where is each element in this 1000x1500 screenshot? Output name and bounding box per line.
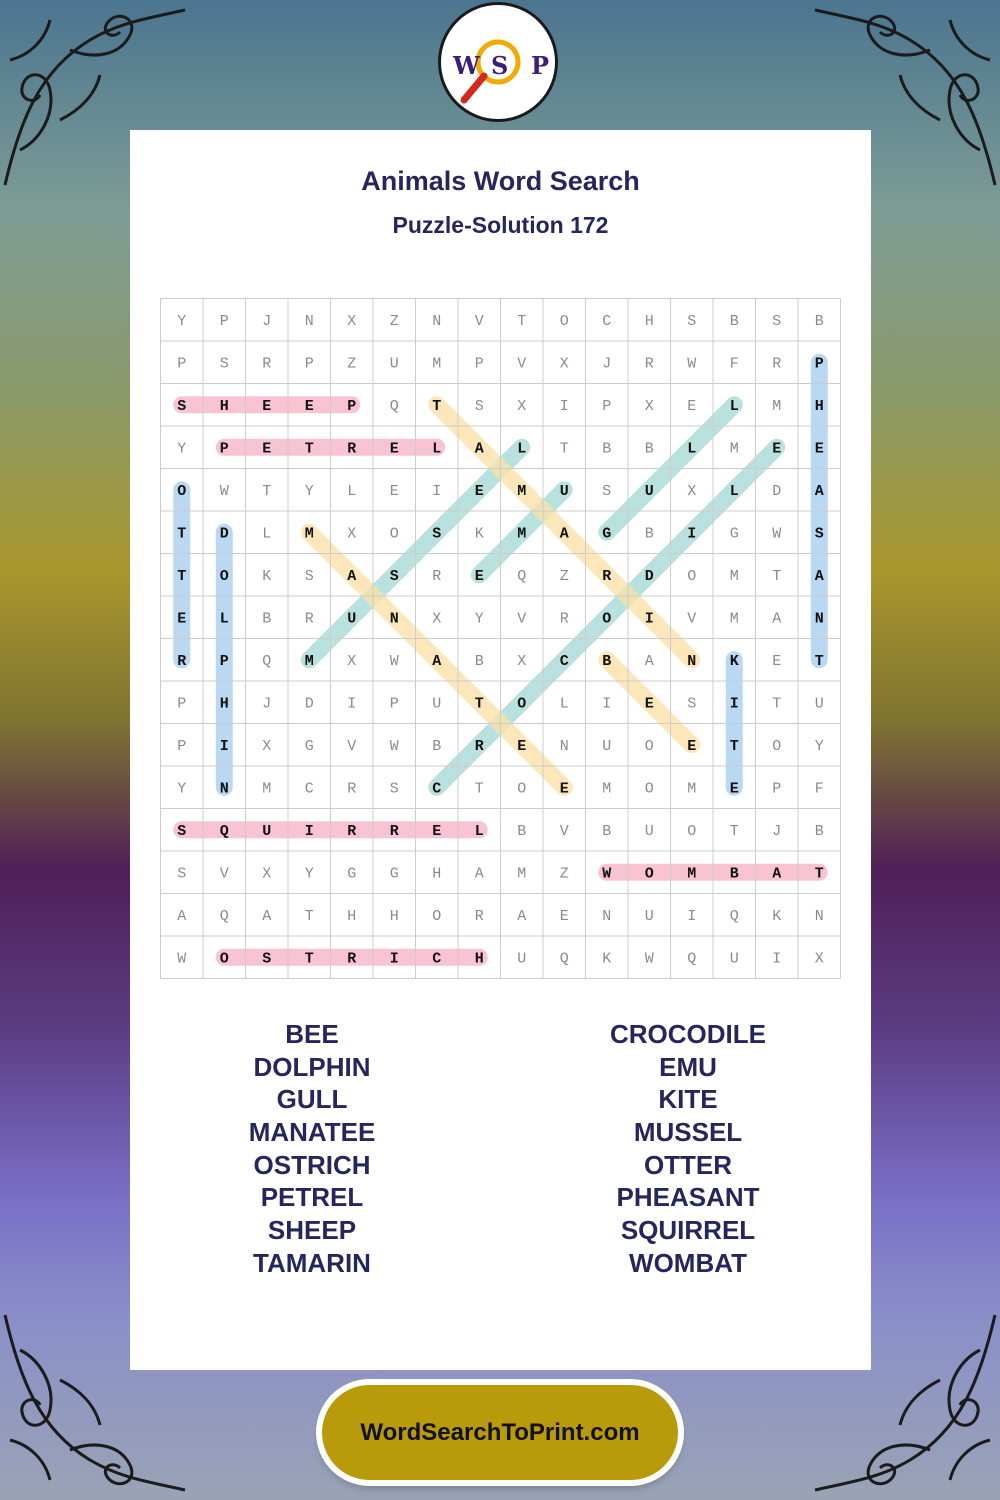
grid-letter-found: E xyxy=(729,780,739,798)
grid-letter: A xyxy=(474,865,484,883)
grid-letter: A xyxy=(644,652,654,670)
grid-letter: A xyxy=(262,907,272,925)
grid-letter: Y xyxy=(474,610,484,628)
grid-letter-found: T xyxy=(814,865,824,883)
grid-letter-found: C xyxy=(432,780,442,798)
grid-letter-found: C xyxy=(559,652,569,670)
grid-letter-found: A xyxy=(814,567,824,585)
grid-letter: A xyxy=(177,907,187,925)
grid-letter: I xyxy=(559,397,569,415)
grid-letter: O xyxy=(687,822,697,840)
grid-letter-found: Q xyxy=(219,822,229,840)
grid-letter: X xyxy=(347,312,357,330)
grid-letter: I xyxy=(347,695,357,713)
grid-letter-found: E xyxy=(389,440,399,458)
word-list-item: DOLPHIN xyxy=(253,1051,371,1082)
grid-letter: X xyxy=(814,950,824,968)
grid-letter: R xyxy=(559,610,569,628)
grid-letter: T xyxy=(304,907,314,925)
grid-letter: O xyxy=(432,907,442,925)
grid-letter-found: S xyxy=(432,525,442,543)
grid-letter: S xyxy=(219,355,229,373)
grid-letter-found: R xyxy=(177,652,187,670)
grid-letter: V xyxy=(474,312,484,330)
logo-letter-p: P xyxy=(531,51,550,80)
grid-letter-found: N xyxy=(687,652,697,670)
site-logo[interactable] xyxy=(438,2,558,122)
grid-letter-found: M xyxy=(304,652,314,670)
word-list-item: SQUIRREL xyxy=(620,1215,756,1246)
grid-letter-found: C xyxy=(432,950,442,968)
grid-letter: R xyxy=(262,355,272,373)
grid-letter-found: O xyxy=(219,950,229,968)
grid-letter-found: D xyxy=(644,567,654,585)
grid-letter-found: T xyxy=(729,737,739,755)
grid-letter: H xyxy=(389,907,399,925)
grid-letter-found: I xyxy=(729,695,739,713)
grid-letter-found: R xyxy=(474,737,484,755)
grid-letter: B xyxy=(262,610,272,628)
grid-letter-found: E xyxy=(432,822,442,840)
grid-letter: O xyxy=(644,737,654,755)
grid-letter-found: A xyxy=(432,652,442,670)
grid-letter: W xyxy=(177,950,187,968)
grid-letter-found: M xyxy=(304,525,314,543)
grid-letter: M xyxy=(602,780,612,798)
grid-letter: Y xyxy=(177,780,187,798)
grid-letter-found: E xyxy=(262,440,272,458)
grid-letter-found: P xyxy=(219,440,229,458)
grid-letter-found: R xyxy=(347,822,357,840)
grid-letter: B xyxy=(644,440,654,458)
grid-letter: F xyxy=(729,355,739,373)
grid-letter: I xyxy=(772,950,782,968)
grid-letter: S xyxy=(687,695,697,713)
website-link-button[interactable] xyxy=(322,1385,678,1480)
grid-letter: N xyxy=(559,737,569,755)
grid-letter: C xyxy=(602,312,612,330)
grid-letter: M xyxy=(729,567,739,585)
grid-letter: Q xyxy=(687,950,697,968)
grid-letter: X xyxy=(347,652,357,670)
grid-letter-found: E xyxy=(262,397,272,415)
grid-letter: M xyxy=(517,865,527,883)
grid-letter: P xyxy=(219,312,229,330)
grid-letter: P xyxy=(389,695,399,713)
grid-letter: S xyxy=(602,482,612,500)
grid-letter: S xyxy=(177,865,187,883)
grid-letter: L xyxy=(262,525,272,543)
grid-letter: N xyxy=(602,907,612,925)
grid-letter-found: M xyxy=(517,525,527,543)
grid-letter-found: T xyxy=(814,652,824,670)
grid-letter-found: A xyxy=(814,482,824,500)
grid-letter: B xyxy=(602,822,612,840)
grid-letter: X xyxy=(687,482,697,500)
grid-letter: U xyxy=(432,695,442,713)
grid-letter-found: L xyxy=(474,822,484,840)
grid-letter: Y xyxy=(814,737,824,755)
grid-letter-found: M xyxy=(687,865,697,883)
grid-letter-found: E xyxy=(687,737,697,755)
grid-letter: Q xyxy=(262,652,272,670)
grid-letter: T xyxy=(729,822,739,840)
grid-letter-found: T xyxy=(432,397,442,415)
grid-letter-found: I xyxy=(219,737,229,755)
word-search-grid xyxy=(160,298,841,979)
grid-letter: Q xyxy=(559,950,569,968)
grid-letter: L xyxy=(559,695,569,713)
word-list-item: BEE xyxy=(285,1019,339,1049)
grid-letter-found: I xyxy=(644,610,654,628)
page-subtitle: Puzzle-Solution 172 xyxy=(392,212,609,238)
grid-letter: W xyxy=(772,525,782,543)
grid-letter: O xyxy=(772,737,782,755)
grid-letter: O xyxy=(559,312,569,330)
grid-letter-found: L xyxy=(432,440,442,458)
grid-letter: S xyxy=(304,567,314,585)
grid-letter: U xyxy=(644,907,654,925)
grid-letter: S xyxy=(772,312,782,330)
grid-letter: I xyxy=(602,695,612,713)
grid-letter-found: L xyxy=(517,440,527,458)
grid-letter: E xyxy=(772,652,782,670)
grid-letter: O xyxy=(644,780,654,798)
grid-letter: W xyxy=(687,355,697,373)
grid-letter: N xyxy=(304,312,314,330)
grid-letter: Q xyxy=(729,907,739,925)
grid-letter-found: O xyxy=(219,567,229,585)
grid-letter-found: U xyxy=(644,482,654,500)
grid-letter: M xyxy=(687,780,697,798)
grid-letter-found: E xyxy=(559,780,569,798)
word-list-item: SHEEP xyxy=(267,1215,357,1246)
word-list-item: MUSSEL xyxy=(633,1117,743,1148)
grid-letter: G xyxy=(347,865,357,883)
word-list-item: MANATEE xyxy=(248,1117,376,1148)
grid-letter-found: L xyxy=(729,397,739,415)
word-list-item: OTTER xyxy=(643,1149,733,1180)
grid-letter-found: E xyxy=(772,440,782,458)
grid-letter: Q xyxy=(219,907,229,925)
grid-letter: B xyxy=(644,525,654,543)
word-list-item: WOMBAT xyxy=(629,1247,747,1278)
grid-letter: P xyxy=(177,695,187,713)
grid-letter: B xyxy=(729,312,739,330)
grid-letter: P xyxy=(474,355,484,373)
grid-letter-found: S xyxy=(177,397,187,415)
grid-letter-found: S xyxy=(262,950,272,968)
grid-letter-found: O xyxy=(177,482,187,500)
grid-letter-found: A xyxy=(772,865,782,883)
grid-letter: I xyxy=(687,907,697,925)
logo-letter-w: W xyxy=(453,51,480,80)
grid-letter-found: N xyxy=(814,610,824,628)
grid-letter: T xyxy=(772,567,782,585)
grid-letter: X xyxy=(559,355,569,373)
grid-letter: Y xyxy=(177,312,187,330)
grid-letter-found: I xyxy=(389,950,399,968)
word-list-item: TAMARIN xyxy=(253,1247,371,1278)
grid-letter-found: E xyxy=(304,397,314,415)
grid-letter: O xyxy=(389,525,399,543)
grid-letter: O xyxy=(517,780,527,798)
grid-letter: S xyxy=(687,312,697,330)
grid-letter: R xyxy=(304,610,314,628)
grid-letter: A xyxy=(772,610,782,628)
grid-letter-found: K xyxy=(729,652,739,670)
grid-letter: X xyxy=(262,737,272,755)
grid-letter-found: O xyxy=(517,695,527,713)
grid-letter: N xyxy=(814,907,824,925)
grid-letter: Z xyxy=(347,355,357,373)
grid-letter: P xyxy=(304,355,314,373)
grid-letter: C xyxy=(304,780,314,798)
word-list-item: PHEASANT xyxy=(616,1182,760,1213)
grid-letter: H xyxy=(432,865,442,883)
grid-letter-found: H xyxy=(219,397,229,415)
grid-letter: G xyxy=(304,737,314,755)
grid-letter: J xyxy=(262,312,272,330)
grid-letter-found: R xyxy=(347,440,357,458)
grid-letter-found: N xyxy=(219,780,229,798)
grid-letter-found: I xyxy=(687,525,697,543)
grid-letter: T xyxy=(772,695,782,713)
grid-letter-found: B xyxy=(602,652,612,670)
grid-letter-found: R xyxy=(389,822,399,840)
grid-letter-found: T xyxy=(474,695,484,713)
grid-letter-found: L xyxy=(729,482,739,500)
grid-letter: X xyxy=(347,525,357,543)
grid-letter-found: T xyxy=(177,567,187,585)
grid-letter: B xyxy=(474,652,484,670)
grid-letter: R xyxy=(347,780,357,798)
grid-letter: E xyxy=(559,907,569,925)
grid-letter-found: T xyxy=(177,525,187,543)
grid-letter-found: L xyxy=(219,610,229,628)
grid-letter: B xyxy=(517,822,527,840)
grid-letter: L xyxy=(347,482,357,500)
word-list-item: EMU xyxy=(659,1051,717,1082)
grid-letter-found: U xyxy=(559,482,569,500)
grid-letter-found: E xyxy=(474,567,484,585)
grid-letter: Y xyxy=(304,865,314,883)
grid-letter-found: B xyxy=(729,865,739,883)
grid-letter-found: A xyxy=(559,525,569,543)
grid-letter: V xyxy=(347,737,357,755)
word-list-item: PETREL xyxy=(260,1182,364,1213)
page-title: Animals Word Search xyxy=(361,166,640,196)
grid-letter: K xyxy=(474,525,484,543)
grid-letter: W xyxy=(389,737,399,755)
grid-letter-found: A xyxy=(347,567,357,585)
word-list-item: KITE xyxy=(658,1084,718,1115)
grid-letter: V xyxy=(517,610,527,628)
grid-letter: M xyxy=(729,610,739,628)
grid-letter: Y xyxy=(304,482,314,500)
grid-letter: Y xyxy=(177,440,187,458)
grid-letter-found: T xyxy=(304,440,314,458)
grid-letter: P xyxy=(602,397,612,415)
grid-letter: H xyxy=(644,312,654,330)
grid-letter: R xyxy=(644,355,654,373)
grid-letter-found: M xyxy=(517,482,527,500)
grid-letter: H xyxy=(347,907,357,925)
grid-letter-found: W xyxy=(602,865,612,883)
grid-letter: E xyxy=(687,397,697,415)
word-list-right xyxy=(538,1018,838,1280)
grid-letter: R xyxy=(432,567,442,585)
grid-letter: X xyxy=(517,397,527,415)
grid-letter-found: P xyxy=(347,397,357,415)
grid-letter: U xyxy=(517,950,527,968)
grid-letter-found: E xyxy=(474,482,484,500)
grid-letter-found: E xyxy=(814,440,824,458)
grid-letter-found: O xyxy=(644,865,654,883)
grid-letter-found: N xyxy=(389,610,399,628)
grid-letter-found: D xyxy=(219,525,229,543)
grid-letter: P xyxy=(177,355,187,373)
word-list-item: GULL xyxy=(276,1084,348,1115)
grid-letter: T xyxy=(262,482,272,500)
grid-letter: B xyxy=(814,822,824,840)
grid-letter-found: G xyxy=(602,525,612,543)
grid-letter-found: R xyxy=(347,950,357,968)
grid-letter-found: L xyxy=(687,440,697,458)
grid-letter-found: A xyxy=(474,440,484,458)
grid-letter-found: S xyxy=(814,525,824,543)
grid-letter: Z xyxy=(389,312,399,330)
grid-letter: I xyxy=(432,482,442,500)
grid-letter: D xyxy=(772,482,782,500)
grid-letter: S xyxy=(474,397,484,415)
grid-letter-found: S xyxy=(177,822,187,840)
grid-letter: W xyxy=(644,950,654,968)
word-list-left xyxy=(162,1018,462,1280)
grid-letter: K xyxy=(262,567,272,585)
grid-letter: J xyxy=(262,695,272,713)
grid-letter-found: H xyxy=(219,695,229,713)
grid-letter-found: T xyxy=(304,950,314,968)
grid-letter: Z xyxy=(559,865,569,883)
grid-letter: N xyxy=(432,312,442,330)
grid-letter-found: E xyxy=(644,695,654,713)
grid-letter: E xyxy=(389,482,399,500)
grid-letter: U xyxy=(389,355,399,373)
grid-letter: X xyxy=(517,652,527,670)
grid-letter: B xyxy=(602,440,612,458)
grid-letter-found: P xyxy=(219,652,229,670)
grid-letter-found: S xyxy=(389,567,399,585)
grid-letter: P xyxy=(177,737,187,755)
grid-letter: U xyxy=(644,822,654,840)
grid-letter: U xyxy=(602,737,612,755)
grid-letter: V xyxy=(517,355,527,373)
grid-letter: V xyxy=(219,865,229,883)
grid-letter: R xyxy=(474,907,484,925)
grid-letter: M xyxy=(729,440,739,458)
grid-letter: T xyxy=(474,780,484,798)
grid-letter: X xyxy=(262,865,272,883)
grid-letter: M xyxy=(262,780,272,798)
grid-letter: G xyxy=(729,525,739,543)
grid-letter: X xyxy=(432,610,442,628)
grid-letter-found: O xyxy=(602,610,612,628)
grid-letter: T xyxy=(517,312,527,330)
grid-letter: S xyxy=(389,780,399,798)
grid-letter: R xyxy=(772,355,782,373)
grid-letter: Q xyxy=(517,567,527,585)
grid-letter: B xyxy=(432,737,442,755)
grid-letter: V xyxy=(559,822,569,840)
grid-letter: W xyxy=(219,482,229,500)
grid-letter: M xyxy=(772,397,782,415)
grid-letter: U xyxy=(814,695,824,713)
grid-letter-found: E xyxy=(517,737,527,755)
grid-letter: F xyxy=(814,780,824,798)
grid-letter: V xyxy=(687,610,697,628)
grid-letter: X xyxy=(644,397,654,415)
grid-letter-found: H xyxy=(814,397,824,415)
grid-letter-found: H xyxy=(474,950,484,968)
grid-letter: A xyxy=(517,907,527,925)
grid-letter-found: R xyxy=(602,567,612,585)
grid-letter-found: E xyxy=(177,610,187,628)
grid-letter: J xyxy=(602,355,612,373)
grid-letter: G xyxy=(389,865,399,883)
grid-letter: T xyxy=(559,440,569,458)
grid-letter: K xyxy=(602,950,612,968)
grid-letter: D xyxy=(304,695,314,713)
grid-letter-found: U xyxy=(262,822,272,840)
logo-letter-s: S xyxy=(491,51,509,80)
grid-letter-found: U xyxy=(347,610,357,628)
grid-letter: Z xyxy=(559,567,569,585)
grid-letter: M xyxy=(432,355,442,373)
word-list-item: CROCODILE xyxy=(610,1019,766,1049)
website-link-label: WordSearchToPrint.com xyxy=(360,1418,640,1446)
grid-letter: P xyxy=(772,780,782,798)
grid-letter: W xyxy=(389,652,399,670)
grid-letter: B xyxy=(814,312,824,330)
grid-letter: J xyxy=(772,822,782,840)
grid-letter: K xyxy=(772,907,782,925)
word-list-item: OSTRICH xyxy=(253,1149,371,1180)
grid-letter-found: I xyxy=(304,822,314,840)
grid-letter: U xyxy=(729,950,739,968)
grid-letter: O xyxy=(687,567,697,585)
grid-letter-found: P xyxy=(814,355,824,373)
grid-letter: Q xyxy=(389,397,399,415)
